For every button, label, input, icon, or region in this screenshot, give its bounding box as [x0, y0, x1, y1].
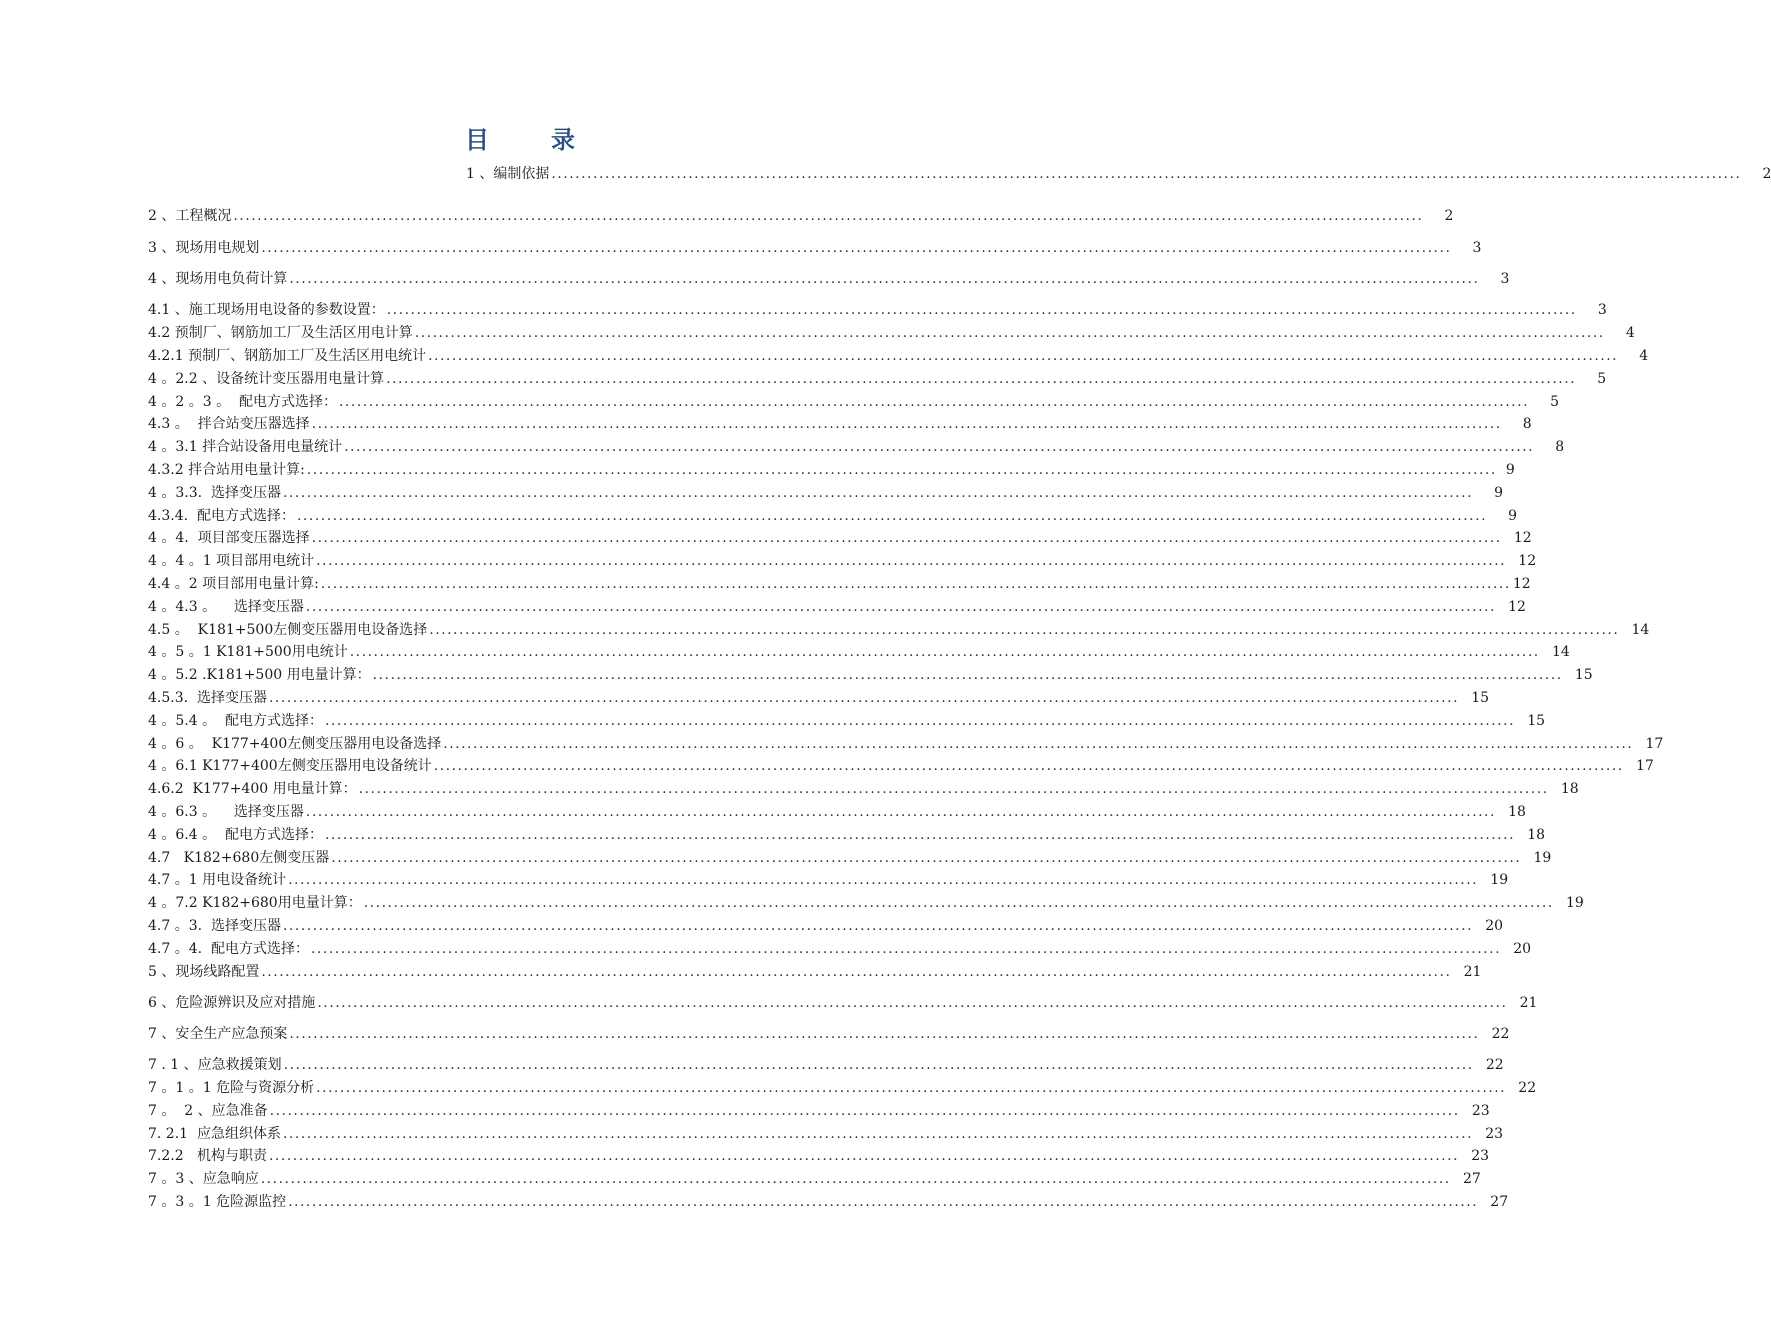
- toc-entry-page-number: 15: [1527, 713, 1546, 729]
- toc-entry[interactable]: [148, 848, 1552, 868]
- toc-entry-page-number: 2: [1444, 208, 1454, 224]
- toc-entry-page-number: 12: [1513, 530, 1532, 546]
- toc-entry-page-number: 3: [1597, 302, 1607, 318]
- toc-entry[interactable]: [148, 414, 1532, 434]
- toc-entry-label: 4.1 、施工现场用电设备的参数设置：: [148, 302, 385, 318]
- toc-entry-label: 7 。3 、应急响应: [148, 1171, 259, 1187]
- toc-entry-label: 4.2 预制厂、钢筋加工厂及生活区用电计算: [148, 325, 413, 341]
- toc-entry-label: 7. 2.1 应急组织体系: [148, 1126, 281, 1142]
- toc-leader-dots: ........................................................................................................................................................................................................: [324, 713, 1516, 729]
- toc-entry-page-number: 27: [1462, 1171, 1481, 1187]
- toc-entry-page-number: 4: [1639, 348, 1649, 364]
- toc-entry[interactable]: [148, 528, 1532, 548]
- toc-leader-dots: ........................................................................................................................................................................................................: [428, 348, 1619, 364]
- toc-entry-page-number: 18: [1527, 827, 1546, 843]
- toc-entry-label: 4.2.1 预制厂、钢筋加工厂及生活区用电统计: [148, 348, 427, 364]
- toc-entry-label: 7.2.2 机构与职责: [148, 1148, 267, 1164]
- toc-entry-label: 4.5 。 K181+500左侧变压器用电设备选择: [148, 622, 428, 638]
- toc-entry-label: 4 。2 。3 。 配电方式选择：: [148, 394, 337, 410]
- toc-entry[interactable]: [148, 437, 1565, 457]
- toc-leader-dots: ........................................................................................................................................................................................................: [324, 827, 1516, 843]
- toc-entry-page-number: 9: [1508, 508, 1518, 524]
- toc-entry[interactable]: [148, 597, 1526, 617]
- toc-entry-label: 5 、现场线路配置: [148, 964, 260, 980]
- toc-entry-page-number: 9: [1494, 485, 1504, 501]
- toc-entry[interactable]: [148, 1192, 1509, 1212]
- toc-entry-label: 3 、现场用电规划: [148, 240, 260, 256]
- toc-leader-dots: ........................................................................................................................................................................................................: [305, 599, 1496, 615]
- toc-entry-page-number: 20: [1513, 941, 1532, 957]
- toc-leader-dots: ........................................................................................................................................................................................................: [331, 850, 1522, 866]
- toc-entry[interactable]: [148, 551, 1537, 571]
- toc-entry[interactable]: [148, 665, 1593, 685]
- toc-leader-dots: ........................................................................................................................................................................................................: [282, 1126, 1474, 1142]
- toc-leader-dots: ........................................................................................................................................................................................................: [316, 553, 1507, 569]
- toc-entry-page-number: 21: [1519, 995, 1538, 1011]
- toc-entry-page-number: 22: [1518, 1080, 1537, 1096]
- toc-entry-page-number: 12: [1508, 599, 1526, 615]
- toc-entry-label: 4.3 。 拌合站变压器选择: [148, 416, 310, 432]
- toc-leader-dots: ........................................................................................................................................................................................................: [233, 208, 1424, 224]
- toc-leader-dots: ........................................................................................................................................................................................................: [261, 964, 1452, 980]
- toc-leader-dots: ........................................................................................................................................................................................................: [320, 576, 1511, 592]
- toc-leader-dots: ........................................................................................................................................................................................................: [386, 302, 1577, 318]
- toc-leader-dots: ........................................................................................................................................................................................................: [429, 622, 1620, 638]
- toc-entry-page-number: 14: [1631, 622, 1650, 638]
- toc-entry-label: 4.7 K182+680左侧变压器: [148, 850, 330, 866]
- toc-leader-dots: ........................................................................................................................................................................................................: [372, 667, 1563, 683]
- toc-entry-label: 4 。2.2 、设备统计变压器用电量计算: [148, 371, 385, 387]
- toc-leader-dots: ........................................................................................................................................................................................................: [316, 1080, 1507, 1096]
- toc-leader-dots: ........................................................................................................................................................................................................: [282, 485, 1474, 501]
- toc-entry-label: 2 、工程概况: [148, 208, 232, 224]
- toc-entry-label: 4 。5.2 .K181+500 用电量计算：: [148, 667, 371, 683]
- toc-leader-dots: ........................................................................................................................................................................................................: [433, 758, 1624, 774]
- toc-entry-label: 7 。1 。1 危险与资源分析: [148, 1080, 315, 1096]
- toc-entry[interactable]: [148, 1169, 1481, 1189]
- toc-entry-page-number: 12: [1512, 576, 1531, 592]
- toc-leader-dots: ........................................................................................................................................................................................................: [317, 995, 1508, 1011]
- toc-entry[interactable]: [148, 1146, 1490, 1166]
- toc-entry-page-number: 8: [1555, 439, 1565, 455]
- toc-entry-label: 4 、现场用电负荷计算: [148, 271, 288, 287]
- toc-leader-dots: ........................................................................................................................................................................................................: [344, 439, 1535, 455]
- toc-leader-dots: ........................................................................................................................................................................................................: [443, 736, 1634, 752]
- toc-leader-dots: ........................................................................................................................................................................................................: [363, 895, 1554, 911]
- toc-entry-page-number: 23: [1471, 1103, 1490, 1119]
- toc-leader-dots: ........................................................................................................................................................................................................: [349, 644, 1540, 660]
- toc-entry[interactable]: [148, 711, 1546, 731]
- toc-entry-page-number: 5: [1550, 394, 1560, 410]
- toc-entry-page-number: 12: [1518, 553, 1537, 569]
- toc-entry-page-number: 19: [1490, 872, 1509, 888]
- toc-entry-page-number: 9: [1505, 462, 1515, 478]
- toc-entry[interactable]: [148, 1024, 1510, 1044]
- toc-entry-label: 4 。3.1 拌合站设备用电量统计: [148, 439, 343, 455]
- toc-entry-page-number: 15: [1471, 690, 1490, 706]
- toc-entry-label: 4 。5.4 。 配电方式选择：: [148, 713, 323, 729]
- toc-entry-page-number: 23: [1471, 1148, 1490, 1164]
- toc-entry[interactable]: [148, 346, 1649, 366]
- toc-entry[interactable]: [148, 688, 1490, 708]
- toc-entry[interactable]: [148, 962, 1482, 982]
- toc-entry[interactable]: [148, 483, 1504, 503]
- toc-leader-dots: ........................................................................................................................................................................................................: [306, 462, 1497, 478]
- toc-entry[interactable]: [148, 392, 1560, 412]
- toc-entry-page-number: 20: [1485, 918, 1504, 934]
- toc-entry[interactable]: [148, 893, 1584, 913]
- toc-leader-dots: ........................................................................................................................................................................................................: [386, 371, 1577, 387]
- toc-entry-page-number: 5: [1597, 371, 1607, 387]
- toc-title: [0, 120, 1040, 155]
- toc-leader-dots: ........................................................................................................................................................................................................: [311, 416, 1502, 432]
- toc-leader-dots: ........................................................................................................................................................................................................: [269, 1103, 1460, 1119]
- toc-entry-label: 4 。6.1 K177+400左侧变压器用电设备统计: [148, 758, 432, 774]
- toc-leader-dots: ........................................................................................................................................................................................................: [261, 240, 1452, 256]
- toc-leader-dots: ........................................................................................................................................................................................................: [414, 325, 1605, 341]
- toc-entry[interactable]: [148, 323, 1635, 343]
- toc-entry[interactable]: [148, 916, 1504, 936]
- toc-entry[interactable]: [148, 1124, 1504, 1144]
- toc-entry-label: 4.4 。2 项目部用电量计算:: [148, 576, 319, 592]
- toc-entry-page-number: 27: [1490, 1194, 1509, 1210]
- toc-entry-label: 4 。4.3 。 选择变压器: [148, 599, 304, 615]
- toc-entry[interactable]: [148, 269, 1510, 289]
- toc-leader-dots: ........................................................................................................................................................................................................: [282, 918, 1474, 934]
- toc-entry[interactable]: [148, 825, 1546, 845]
- toc-entry[interactable]: [148, 506, 1518, 526]
- toc-entry-page-number: 15: [1574, 667, 1593, 683]
- toc-entry-label: 4 。4. 项目部变压器选择: [148, 530, 310, 546]
- toc-entry-label: 4 。5 。1 K181+500用电统计: [148, 644, 348, 660]
- toc-entry-label: 7 。 2 、应急准备: [148, 1103, 268, 1119]
- toc-leader-dots: ........................................................................................................................................................................................................: [268, 1148, 1460, 1164]
- toc-entry-label: 4 。6 。 K177+400左侧变压器用电设备选择: [148, 736, 442, 752]
- toc-leader-dots: ........................................................................................................................................................................................................: [283, 1057, 1474, 1073]
- toc-entry-page-number: 8: [1522, 416, 1532, 432]
- toc-entry-page-number: 18: [1560, 781, 1579, 797]
- toc-leader-dots: ........................................................................................................................................................................................................: [296, 508, 1488, 524]
- toc-entry[interactable]: [148, 460, 1515, 480]
- toc-leader-dots: ........................................................................................................................................................................................................: [358, 781, 1549, 797]
- toc-entry[interactable]: [148, 993, 1538, 1013]
- toc-entry[interactable]: [148, 369, 1607, 389]
- toc-entry-label: 4 。6.3 。 选择变压器: [148, 804, 304, 820]
- toc-title-left: 目: [465, 125, 489, 154]
- toc-entry-label: 1 、编制依据: [466, 166, 550, 182]
- toc-leader-dots: ........................................................................................................................................................................................................: [338, 394, 1530, 410]
- toc-entry[interactable]: [466, 164, 1771, 184]
- toc-entry-label: 4.7 。1 用电设备统计: [148, 872, 287, 888]
- toc-entry[interactable]: [148, 574, 1531, 594]
- toc-entry[interactable]: [148, 870, 1509, 890]
- toc-entry-label: 4.3.2 拌合站用电量计算:: [148, 462, 305, 478]
- toc-entry-page-number: 14: [1551, 644, 1570, 660]
- toc-title-right: 录: [551, 125, 575, 154]
- toc-entry-label: 7 。3 。1 危险源监控: [148, 1194, 287, 1210]
- toc-entry[interactable]: [148, 1078, 1537, 1098]
- toc-entry-label: 6 、危险源辨识及应对措施: [148, 995, 316, 1011]
- toc-entry-page-number: 17: [1635, 758, 1654, 774]
- toc-entry-page-number: 22: [1491, 1026, 1510, 1042]
- toc-leader-dots: ........................................................................................................................................................................................................: [289, 271, 1480, 287]
- toc-entry-label: 4.6.2 K177+400 用电量计算：: [148, 781, 357, 797]
- toc-entry[interactable]: [148, 734, 1664, 754]
- toc-entry-label: 4.7 。4. 配电方式选择：: [148, 941, 309, 957]
- toc-entry-label: 4 。7.2 K182+680用电量计算：: [148, 895, 362, 911]
- toc-entry[interactable]: [148, 642, 1570, 662]
- toc-entry[interactable]: [148, 238, 1482, 258]
- toc-leader-dots: ........................................................................................................................................................................................................: [305, 804, 1496, 820]
- toc-entry-page-number: 21: [1463, 964, 1482, 980]
- toc-entry-page-number: 4: [1625, 325, 1635, 341]
- toc-entry[interactable]: [148, 779, 1579, 799]
- toc-entry[interactable]: [148, 939, 1532, 959]
- toc-entry-label: 4.3.4. 配电方式选择：: [148, 508, 295, 524]
- toc-leader-dots: ........................................................................................................................................................................................................: [260, 1171, 1451, 1187]
- toc-entry[interactable]: [148, 802, 1526, 822]
- toc-leader-dots: ........................................................................................................................................................................................................: [268, 690, 1460, 706]
- toc-entry-label: 7 . 1 、应急救援策划: [148, 1057, 282, 1073]
- toc-entry-label: 4.5.3. 选择变压器: [148, 690, 267, 706]
- toc-entry-page-number: 23: [1485, 1126, 1504, 1142]
- toc-entry-page-number: 17: [1645, 736, 1664, 752]
- toc-entry-label: 4 。4 。1 项目部用电统计: [148, 553, 315, 569]
- toc-entry-page-number: 22: [1485, 1057, 1504, 1073]
- toc-entry-label: 4 。3.3. 选择变压器: [148, 485, 281, 501]
- toc-entry[interactable]: [148, 1055, 1504, 1075]
- toc-leader-dots: ........................................................................................................................................................................................................: [289, 1026, 1480, 1042]
- toc-leader-dots: ........................................................................................................................................................................................................: [288, 872, 1479, 888]
- toc-entry-page-number: 19: [1565, 895, 1584, 911]
- toc-leader-dots: ........................................................................................................................................................................................................: [288, 1194, 1479, 1210]
- toc-entry[interactable]: [148, 300, 1607, 320]
- toc-entry[interactable]: [148, 620, 1650, 640]
- toc-entry-label: 7 、安全生产应急预案: [148, 1026, 288, 1042]
- toc-leader-dots: ........................................................................................................................................................................................................: [311, 530, 1502, 546]
- toc-entry-label: 4 。6.4 。 配电方式选择：: [148, 827, 323, 843]
- toc-entry[interactable]: [148, 756, 1654, 776]
- toc-entry[interactable]: [148, 1101, 1490, 1121]
- toc-entry-page-number: 2: [1762, 166, 1771, 182]
- toc-entry[interactable]: [148, 206, 1454, 226]
- toc-entry-label: 4.7 。3. 选择变压器: [148, 918, 281, 934]
- toc-entry-page-number: 3: [1500, 271, 1510, 287]
- toc-entry-page-number: 18: [1508, 804, 1526, 820]
- toc-leader-dots: ........................................................................................................................................................................................................: [310, 941, 1502, 957]
- toc-entry-page-number: 3: [1472, 240, 1482, 256]
- toc-entry-page-number: 19: [1533, 850, 1552, 866]
- toc-leader-dots: ........................................................................................................................................................................................................: [551, 166, 1742, 182]
